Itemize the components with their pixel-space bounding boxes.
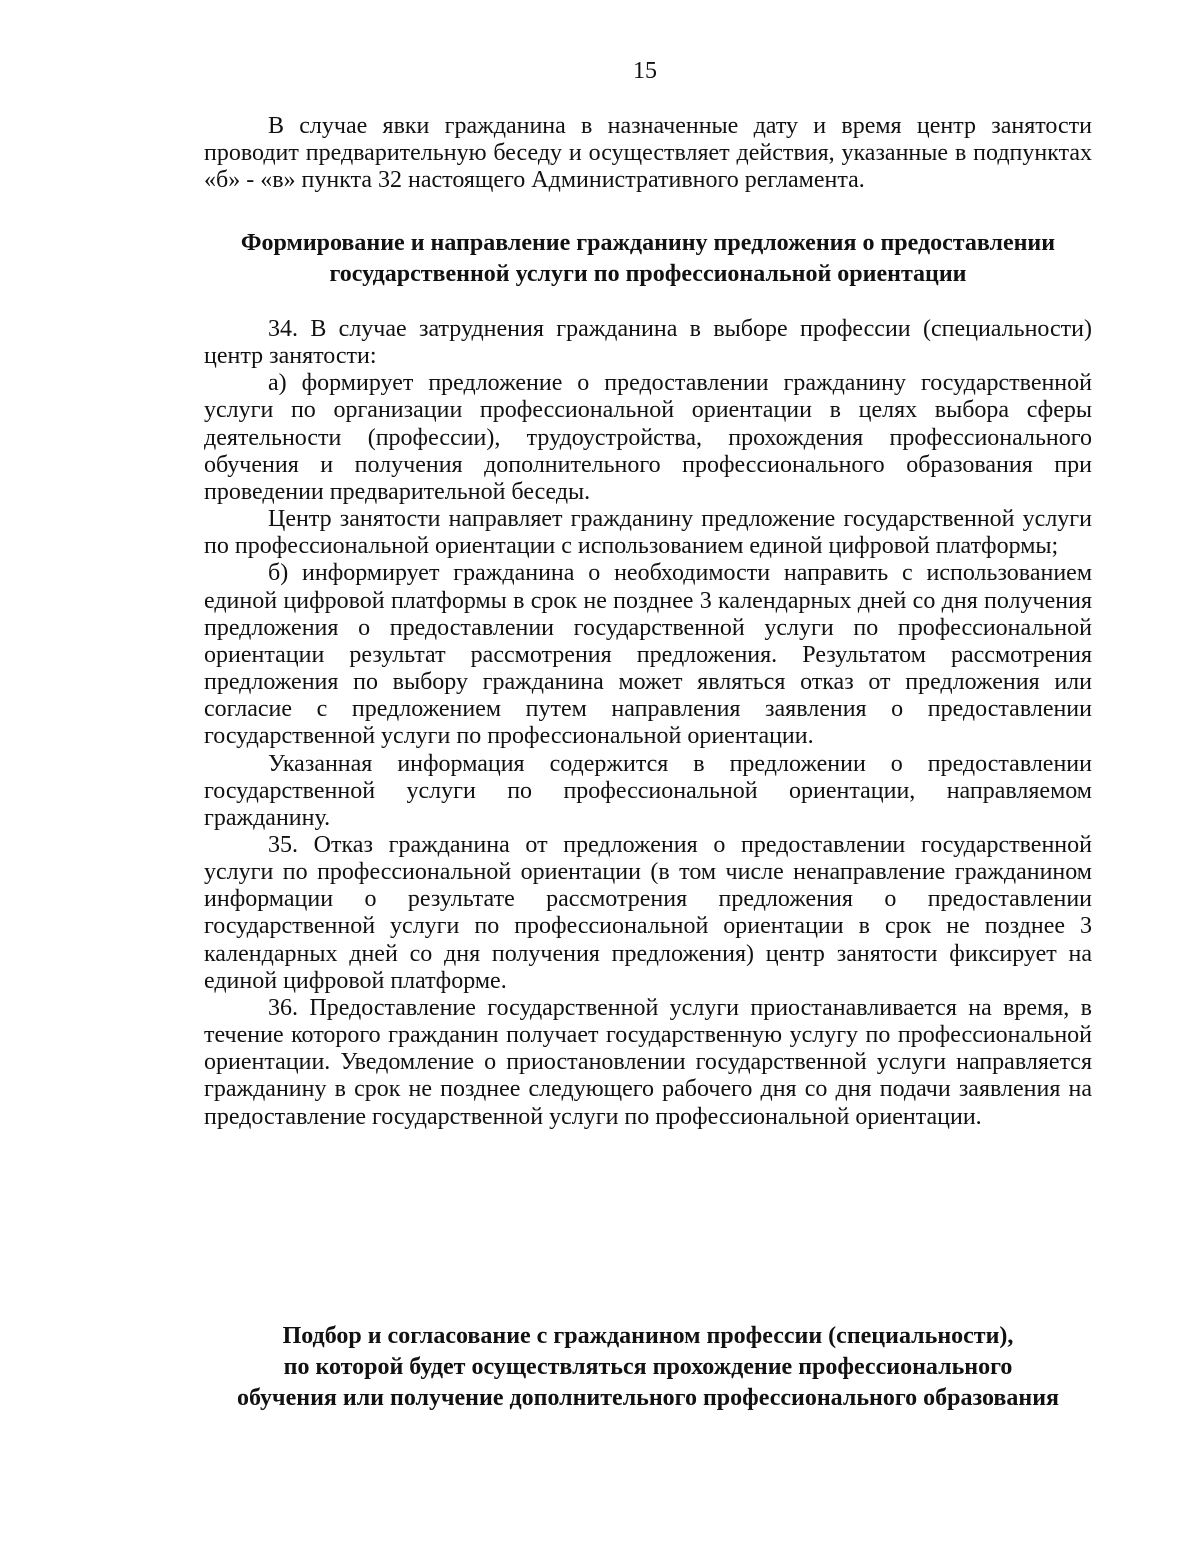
main-text-block (204, 316, 1092, 1131)
intro-paragraph: В случае явки гражданина в назначенные дату и время центр занятости проводит предварительную беседу и осуществляет действия, указанные в подпунктах «б» - «в» пункта 32 настоящего Административного регламента. (204, 113, 1092, 193)
paragraph-34-a: а) формирует предложение о предоставлении гражданину государственной услуги по организации профессиональной ориентации в целях выбора сферы деятельности (профессии), трудоустройства, прохождения профессионального обучения и получения дополнительного профессионального образования при проведении предварительной беседы. (204, 370, 1092, 505)
heading2-line3: обучения или получение дополнительного профессионального образования (236, 1385, 1060, 1411)
section-heading-1 (204, 228, 1092, 290)
paragraph-34-b-cont: Указанная информация содержится в предложении о предоставлении государственной услуги по профессиональной ориентации, направляемом гражданину. (204, 750, 1092, 831)
heading1-line1: Формирование и направление гражданину предложения о предоставлении (240, 230, 1056, 256)
heading2-line2: по которой будет осуществляться прохождение профессионального (283, 1354, 1013, 1380)
paragraph-34: 34. В случае затруднения гражданина в выборе профессии (специальности) центр занятости: (204, 316, 1092, 370)
paragraph-34-a-cont: Центр занятости направляет гражданину предложение государственной услуги по профессиональной ориентации с использованием единой цифровой платформы; (204, 506, 1092, 560)
paragraph-34-b: б) информирует гражданина о необходимости направить с использованием единой цифровой платформы в срок не позднее 3 календарных дней со дня получения предложения о предоставлении государственной услуги по профессиональной ориентации результат рассмотрения предложения. Результатом рассмотрения предложения по выбору гражданина может являться отказ от предложения или согласие с предложением путем направления заявления о предоставлении государственной услуги по профессиональной ориентации. (204, 560, 1092, 750)
heading1-line2: государственной услуги по профессиональной ориентации (329, 261, 967, 287)
heading2-line1: Подбор и согласование с гражданином профессии (специальности), (282, 1323, 1014, 1349)
paragraph-36: 36. Предоставление государственной услуги приостанавливается на время, в течение которого гражданин получает государственную услугу по профессиональной ориентации. Уведомление о приостановлении государственной услуги направляется гражданину в срок не позднее следующего рабочего дня со дня подачи заявления на предоставление государственной услуги по профессиональной ориентации. (204, 994, 1092, 1130)
paragraph-35: 35. Отказ гражданина от предложения о предоставлении государственной услуги по профессиональной ориентации (в том числе ненаправление гражданином информации о результате рассмотрения предложения о предоставлении государственной услуги по профессиональной ориентации в срок не позднее 3 календарных дней со дня получения предложения) центр занятости фиксирует на единой цифровой платформе. (204, 831, 1092, 994)
section-heading-2 (204, 1321, 1092, 1414)
intro-block (204, 113, 1092, 194)
page-number: 15 (633, 58, 657, 84)
